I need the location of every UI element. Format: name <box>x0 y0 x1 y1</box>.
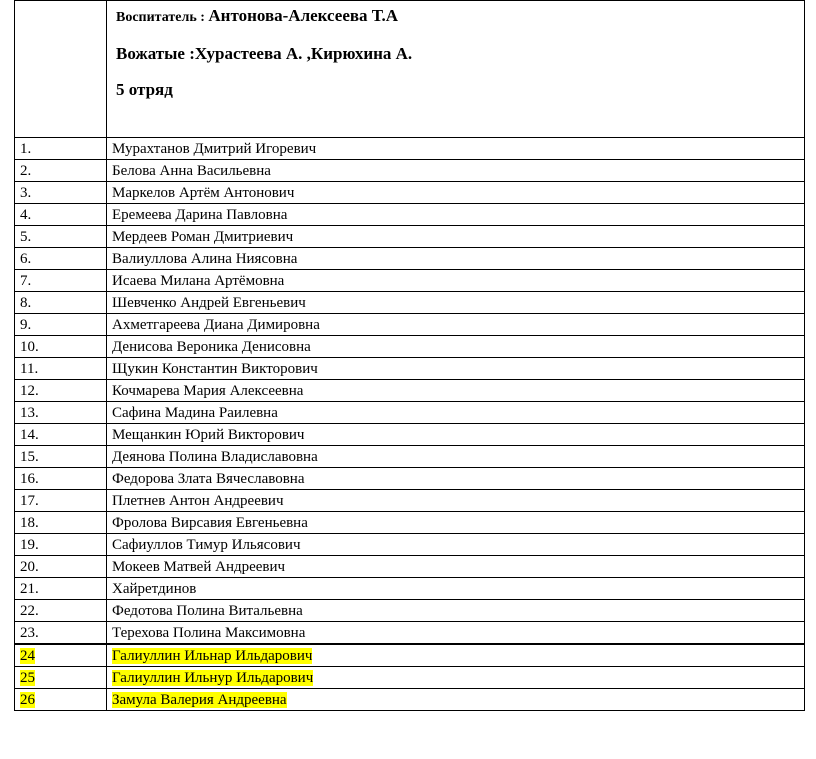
row-name-cell <box>107 490 805 512</box>
row-number: 22. <box>20 602 39 619</box>
table-row <box>15 182 805 204</box>
child-name: Мурахтанов Дмитрий Игоревич <box>112 140 317 157</box>
row-name-cell <box>107 204 805 226</box>
row-name-cell <box>107 622 805 645</box>
child-name: Замула Валерия Андреевна <box>112 691 287 708</box>
child-name: Шевченко Андрей Евгеньевич <box>112 294 306 311</box>
child-name: Мещанкин Юрий Викторович <box>112 426 305 443</box>
row-number-cell <box>15 402 107 424</box>
child-name: Мердеев Роман Дмитриевич <box>112 228 294 245</box>
row-number: 11. <box>20 360 39 377</box>
row-number-cell <box>15 578 107 600</box>
table-row <box>15 336 805 358</box>
row-number: 25 <box>20 669 35 686</box>
table-row <box>15 446 805 468</box>
row-name-cell <box>107 424 805 446</box>
row-name-cell <box>107 160 805 182</box>
row-number-cell <box>15 226 107 248</box>
header-block <box>112 1 804 101</box>
child-name: Еремеева Дарина Павловна <box>112 206 288 223</box>
row-number: 3. <box>20 184 32 201</box>
educator-name: Антонова-Алексеева Т.А <box>208 6 398 25</box>
row-name-cell <box>107 314 805 336</box>
table-row <box>15 402 805 424</box>
table-row <box>15 292 805 314</box>
child-name: Фролова Вирсавия Евгеньевна <box>112 514 308 531</box>
row-number: 16. <box>20 470 39 487</box>
row-number-cell <box>15 204 107 226</box>
row-number-cell <box>15 292 107 314</box>
row-number: 1. <box>20 140 32 157</box>
row-number: 10. <box>20 338 39 355</box>
table-row <box>15 226 805 248</box>
row-name-cell <box>107 578 805 600</box>
row-number: 21. <box>20 580 39 597</box>
row-number-cell <box>15 512 107 534</box>
child-name: Ахметгареева Диана Димировна <box>112 316 320 333</box>
educator-line <box>116 5 804 29</box>
child-name: Федотова Полина Витальевна <box>112 602 303 619</box>
row-number: 9. <box>20 316 32 333</box>
row-name-cell <box>107 468 805 490</box>
table-row <box>15 358 805 380</box>
row-name-cell <box>107 226 805 248</box>
row-number-cell <box>15 182 107 204</box>
child-name: Мокеев Матвей Андреевич <box>112 558 286 575</box>
row-number-cell <box>15 424 107 446</box>
row-name-cell <box>107 138 805 160</box>
row-number-cell <box>15 689 107 711</box>
table-row <box>15 534 805 556</box>
row-number: 12. <box>20 382 39 399</box>
row-number-cell <box>15 446 107 468</box>
child-name: Белова Анна Васильевна <box>112 162 271 179</box>
child-name: Валиуллова Алина Ниясовна <box>112 250 298 267</box>
row-number-cell <box>15 534 107 556</box>
roster-body <box>15 1 805 711</box>
row-number: 2. <box>20 162 32 179</box>
child-name: Денисова Вероника Денисовна <box>112 338 311 355</box>
child-name: Деянова Полина Владиславовна <box>112 448 318 465</box>
child-name: Хайретдинов <box>112 580 197 597</box>
row-number: 13. <box>20 404 39 421</box>
row-name-cell <box>107 248 805 270</box>
row-name-cell <box>107 270 805 292</box>
child-name: Галиуллин Ильнар Ильдарович <box>112 647 313 664</box>
row-number-cell <box>15 556 107 578</box>
row-name-cell <box>107 402 805 424</box>
table-row <box>15 490 805 512</box>
row-number: 23. <box>20 624 39 641</box>
row-name-cell <box>107 446 805 468</box>
table-row <box>15 380 805 402</box>
row-name-cell <box>107 380 805 402</box>
row-number: 20. <box>20 558 39 575</box>
row-number: 24 <box>20 647 35 664</box>
row-number: 19. <box>20 536 39 553</box>
row-number-cell <box>15 336 107 358</box>
table-row <box>15 556 805 578</box>
educator-label: Воспитатель : <box>116 10 205 25</box>
child-name: Щукин Константин Викторович <box>112 360 318 377</box>
row-name-cell <box>107 358 805 380</box>
child-name: Исаева Милана Артёмовна <box>112 272 285 289</box>
table-row <box>15 160 805 182</box>
table-row <box>15 468 805 490</box>
row-number-cell <box>15 270 107 292</box>
row-number: 8. <box>20 294 32 311</box>
row-number: 5. <box>20 228 32 245</box>
child-name: Сафина Мадина Раилевна <box>112 404 278 421</box>
child-name: Маркелов Артём Антонович <box>112 184 295 201</box>
row-number-cell <box>15 160 107 182</box>
row-number-cell <box>15 468 107 490</box>
row-number: 7. <box>20 272 32 289</box>
child-name: Галиуллин Ильнур Ильдарович <box>112 669 314 686</box>
child-name: Федорова Злата Вячеславовна <box>112 470 305 487</box>
squad-title: 5 отряд <box>116 80 173 99</box>
row-number: 4. <box>20 206 32 223</box>
header-row <box>15 1 805 138</box>
row-name-cell <box>107 556 805 578</box>
table-row <box>15 644 805 667</box>
table-row <box>15 204 805 226</box>
row-number: 15. <box>20 448 39 465</box>
row-number: 14. <box>20 426 39 443</box>
header-cell <box>107 1 805 138</box>
row-name-cell <box>107 182 805 204</box>
row-number-cell <box>15 138 107 160</box>
table-row <box>15 622 805 645</box>
row-name-cell <box>107 512 805 534</box>
row-name-cell <box>107 667 805 689</box>
header-empty-cell <box>15 1 107 138</box>
row-number-cell <box>15 314 107 336</box>
table-row <box>15 138 805 160</box>
row-number: 18. <box>20 514 39 531</box>
table-row <box>15 578 805 600</box>
table-row <box>15 512 805 534</box>
table-row <box>15 600 805 622</box>
row-number-cell <box>15 248 107 270</box>
row-name-cell <box>107 534 805 556</box>
child-name: Терехова Полина Максимовна <box>112 624 306 641</box>
table-row <box>15 667 805 689</box>
row-number: 17. <box>20 492 39 509</box>
row-number-cell <box>15 622 107 645</box>
roster-table <box>14 0 805 711</box>
row-name-cell <box>107 336 805 358</box>
row-name-cell <box>107 644 805 667</box>
table-row <box>15 248 805 270</box>
row-name-cell <box>107 689 805 711</box>
counselors-line: Вожатые :Хурастеева А. ,Кирюхина А. <box>116 44 413 63</box>
child-name: Кочмарева Мария Алексеевна <box>112 382 304 399</box>
row-name-cell <box>107 292 805 314</box>
table-row <box>15 314 805 336</box>
row-number-cell <box>15 600 107 622</box>
child-name: Плетнев Антон Андреевич <box>112 492 284 509</box>
row-number-cell <box>15 358 107 380</box>
row-name-cell <box>107 600 805 622</box>
table-row <box>15 270 805 292</box>
child-name: Сафиуллов Тимур Ильясович <box>112 536 301 553</box>
row-number: 6. <box>20 250 32 267</box>
row-number-cell <box>15 490 107 512</box>
table-row <box>15 424 805 446</box>
row-number-cell <box>15 380 107 402</box>
row-number: 26 <box>20 691 35 708</box>
row-number-cell <box>15 667 107 689</box>
row-number-cell <box>15 644 107 667</box>
table-row <box>15 689 805 711</box>
